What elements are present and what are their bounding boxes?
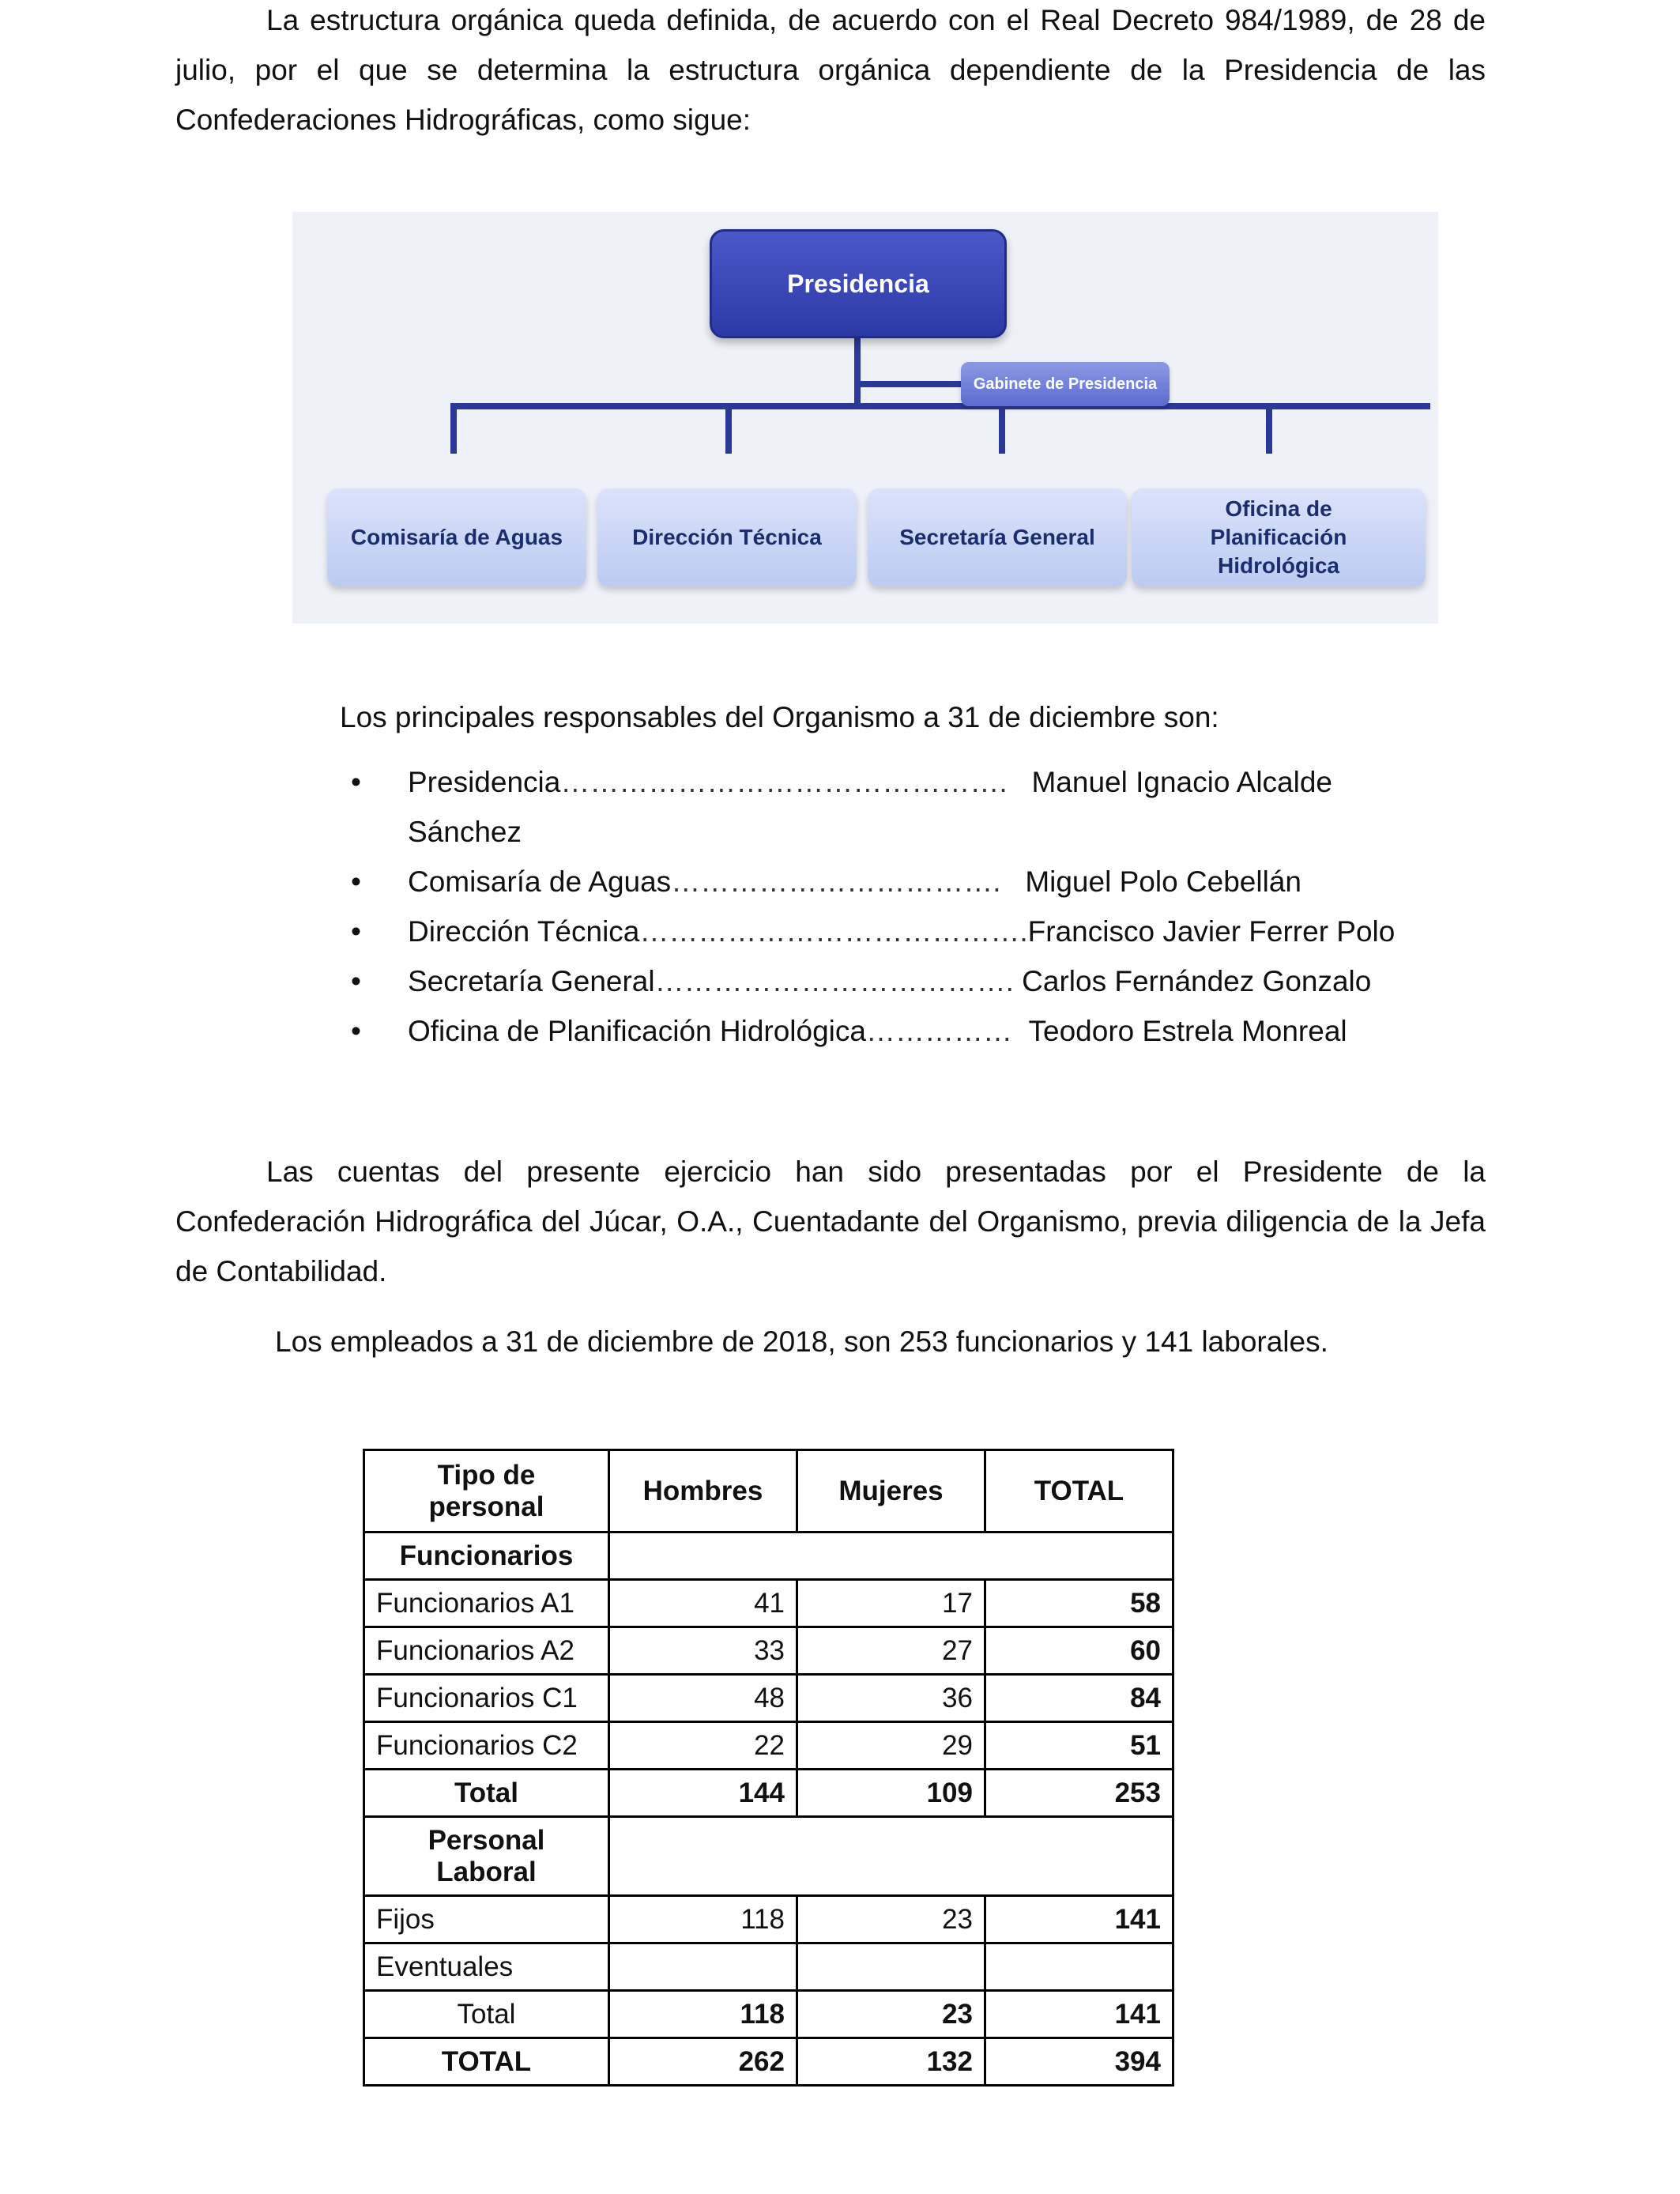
- section-laboral: Personal Laboral: [364, 1817, 609, 1896]
- header-tipo: Tipo de personal: [364, 1450, 609, 1532]
- connector-drop-2: [725, 403, 732, 454]
- org-box-direccion: Dirección Técnica: [597, 488, 857, 586]
- table-grand-total-row: TOTAL 262 132 394: [364, 2038, 1173, 2086]
- bullet-icon: •: [351, 965, 361, 997]
- bullet-icon: •: [351, 1015, 361, 1047]
- header-total: TOTAL: [985, 1450, 1173, 1532]
- connector-drop-1: [450, 403, 457, 454]
- cuentas-paragraph: Las cuentas del presente ejercicio han sido presentadas por el Presidente de la Confederación Hidrográfica del Júcar, O.A., Cuentadante del Organismo, previa diligencia de la Jefa de Contabilidad.: [175, 1155, 1486, 1287]
- org-box-secretaria: Secretaría General: [868, 488, 1127, 586]
- table-row: Funcionarios C2 22 29 51: [364, 1722, 1173, 1770]
- bullet-icon: •: [351, 766, 361, 798]
- list-item: • Oficina de Planificación Hidrológica…………… Teodoro Estrela Monreal: [340, 1006, 1525, 1056]
- intro-paragraph: La estructura orgánica queda definida, de acuerdo con el Real Decreto 984/1989, de 28 de julio, por el que se determina la estructura orgánica dependiente de la Presidencia de las Confederaciones Hidrográficas, como sigue:: [175, 4, 1486, 136]
- empleados-paragraph: Los empleados a 31 de diciembre de 2018, son 253 funcionarios y 141 laborales.: [275, 1325, 1328, 1358]
- header-mujeres: Mujeres: [797, 1450, 985, 1532]
- personal-table: [363, 1449, 1174, 2087]
- bullet-icon: •: [351, 865, 361, 898]
- org-chart: [292, 212, 1438, 624]
- org-box-oficina: Oficina de Planificación Hidrológica: [1132, 488, 1426, 586]
- section-funcionarios: Funcionarios: [364, 1532, 609, 1580]
- table-row: Eventuales: [364, 1943, 1173, 1991]
- table-section-row: [364, 1817, 1173, 1896]
- list-item: • Secretaría General………………………………. Carlos Fernández Gonzalo: [340, 956, 1525, 1006]
- table-total-row: Total 118 23 141: [364, 1991, 1173, 2038]
- header-hombres: Hombres: [609, 1450, 797, 1532]
- table-row: Funcionarios C1 48 36 84: [364, 1675, 1173, 1722]
- table-row: Fijos 118 23 141: [364, 1896, 1173, 1943]
- table-row: Funcionarios A2 33 27 60: [364, 1627, 1173, 1675]
- table-header-row: [364, 1450, 1173, 1532]
- org-box-gabinete: Gabinete de Presidencia: [961, 362, 1170, 406]
- list-item: • Comisaría de Aguas……………………………. Miguel Polo Cebellán: [340, 857, 1525, 907]
- org-box-comisaria: Comisaría de Aguas: [327, 488, 586, 586]
- connector-horizontal: [450, 403, 1430, 409]
- list-item: • Dirección Técnica………………………………….Francisco Javier Ferrer Polo: [340, 907, 1525, 956]
- list-item: • Presidencia………………………………………. Manuel Ignacio Alcalde Sánchez: [340, 757, 1525, 857]
- table-row: Funcionarios A1 41 17 58: [364, 1580, 1173, 1627]
- org-box-presidencia: Presidencia: [710, 229, 1007, 338]
- connector-drop-3: [999, 403, 1005, 454]
- connector-vertical: [854, 338, 861, 406]
- table-section-row: [364, 1532, 1173, 1580]
- bullet-icon: •: [351, 915, 361, 948]
- table-total-row: Total 144 109 253: [364, 1770, 1173, 1817]
- connector-gabinete: [857, 381, 963, 387]
- responsables-list: [340, 757, 1525, 1056]
- connector-drop-4: [1266, 403, 1272, 454]
- responsables-title: Los principales responsables del Organismo a 31 de diciembre son:: [340, 701, 1219, 733]
